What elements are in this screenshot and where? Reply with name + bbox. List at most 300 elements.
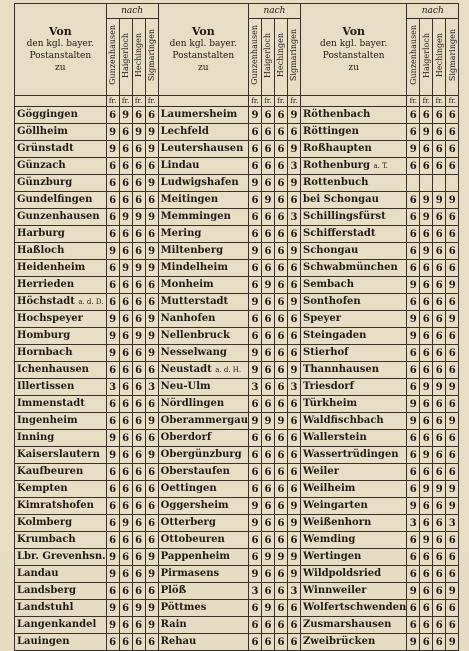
destination-label: Sigmaringen [147, 28, 157, 82]
rate-cell: 6 [274, 617, 287, 634]
place-name-text: Winnweiler [302, 585, 367, 596]
origin-column-header [158, 4, 248, 96]
rate-cell: 9 [145, 311, 158, 328]
place-name-text: Rothenburg [302, 160, 370, 171]
rate-cell: 6 [261, 362, 274, 379]
rate-cell: 6 [446, 141, 459, 158]
rate-cell: 6 [274, 481, 287, 498]
place-name-text: Schillingsfürst [302, 211, 386, 222]
destination-header [420, 19, 433, 96]
rate-cell: 6 [433, 566, 446, 583]
table-row [15, 294, 459, 311]
place-name-text: Neustadt [160, 364, 212, 375]
rate-cell: 6 [145, 634, 158, 651]
header-von-line2: Postanstalten [29, 50, 92, 61]
rate-cell: 6 [248, 226, 261, 243]
rate-cell: 9 [106, 549, 119, 566]
rate-cell: 6 [446, 158, 459, 175]
rate-cell: 9 [145, 141, 158, 158]
rate-cell: 9 [119, 515, 132, 532]
rate-cell: 6 [446, 294, 459, 311]
place-name-text: Höchstadt [17, 296, 75, 307]
rate-cell: 6 [433, 498, 446, 515]
rate-cell: 6 [433, 328, 446, 345]
place-name-text: Gundelfingen [17, 194, 93, 205]
rate-cell: 9 [106, 124, 119, 141]
rate-cell: 9 [106, 430, 119, 447]
rate-cell: 9 [106, 566, 119, 583]
table-row [15, 277, 459, 294]
rate-cell: 9 [248, 175, 261, 192]
place-name-text: Kaiserslautern [17, 449, 100, 460]
header-nach: nach [248, 4, 300, 19]
place-name [158, 345, 248, 362]
rate-cell: 6 [407, 481, 420, 498]
rate-cell: 9 [132, 600, 145, 617]
rate-cell: 6 [407, 532, 420, 549]
rate-cell: 6 [132, 345, 145, 362]
unit-blank [300, 96, 406, 107]
rate-cell: 9 [420, 481, 433, 498]
rate-cell: 6 [274, 464, 287, 481]
destination-label: Gunzenhausen [250, 25, 260, 85]
table-row [15, 379, 459, 396]
table-row [15, 260, 459, 277]
rate-cell: 6 [287, 124, 300, 141]
rate-cell: 6 [274, 277, 287, 294]
unit-label: fr. [407, 96, 420, 107]
table-row [15, 600, 459, 617]
rate-cell: 6 [433, 600, 446, 617]
place-name-text: Herrieden [17, 279, 75, 290]
rate-cell: 6 [287, 600, 300, 617]
rate-cell: 6 [119, 549, 132, 566]
rate-cell: 6 [433, 464, 446, 481]
rate-cell: 6 [433, 583, 446, 600]
rate-cell: 6 [132, 362, 145, 379]
rate-cell: 6 [274, 226, 287, 243]
rate-cell: 9 [106, 345, 119, 362]
rate-cell: 9 [248, 107, 261, 124]
place-name-text: Wemding [302, 534, 356, 545]
rate-cell: 6 [119, 192, 132, 209]
rate-cell: 6 [261, 464, 274, 481]
rate-cell: 6 [119, 447, 132, 464]
rate-cell: 6 [106, 277, 119, 294]
place-name-text: Laumersheim [160, 109, 238, 120]
rate-cell: 6 [248, 464, 261, 481]
table-row [15, 209, 459, 226]
place-name-text: Göggingen [17, 109, 78, 120]
rate-cell: 6 [145, 498, 158, 515]
rate-cell: 6 [446, 107, 459, 124]
place-name [158, 124, 248, 141]
place-name-text: Lindau [160, 160, 200, 171]
header-von-mid: den kgl. bayer. [169, 38, 237, 49]
rate-cell: 6 [274, 566, 287, 583]
unit-label: fr. [119, 96, 132, 107]
rate-cell: 9 [132, 260, 145, 277]
rate-cell: 6 [106, 396, 119, 413]
place-name [158, 209, 248, 226]
place-name [300, 549, 406, 566]
rate-cell: 6 [261, 379, 274, 396]
rate-cell: 9 [248, 362, 261, 379]
rate-cell: 6 [407, 600, 420, 617]
place-name [158, 532, 248, 549]
rate-cell: 6 [119, 277, 132, 294]
rate-cell: 9 [446, 413, 459, 430]
destination-header [145, 19, 158, 96]
rate-cell: 6 [119, 413, 132, 430]
destination-label: Haigerloch [263, 32, 273, 78]
place-name [15, 532, 107, 549]
destination-header [261, 19, 274, 96]
rate-cell: 6 [248, 328, 261, 345]
rate-cell: 6 [433, 243, 446, 260]
place-name [158, 294, 248, 311]
rate-cell: 6 [274, 396, 287, 413]
rate-cell: 9 [274, 549, 287, 566]
rate-cell: 6 [420, 634, 433, 651]
rate-cell: 6 [446, 396, 459, 413]
postage-rate-table [14, 3, 459, 651]
rate-cell: 6 [248, 277, 261, 294]
rate-cell: 3 [287, 379, 300, 396]
rate-cell: 9 [145, 413, 158, 430]
rate-cell: 6 [248, 532, 261, 549]
rate-cell: 6 [274, 260, 287, 277]
place-name [300, 481, 406, 498]
rate-cell: 6 [145, 464, 158, 481]
unit-label: fr. [248, 96, 261, 107]
place-name [15, 311, 107, 328]
place-name-text: Pirmasens [160, 568, 220, 579]
rate-cell: 6 [248, 209, 261, 226]
rate-cell: 6 [119, 396, 132, 413]
table-row [15, 124, 459, 141]
rate-cell: 9 [132, 124, 145, 141]
place-name [300, 617, 406, 634]
rate-cell: 6 [145, 583, 158, 600]
place-name [158, 549, 248, 566]
rate-cell: 6 [132, 413, 145, 430]
rate-cell: 6 [106, 226, 119, 243]
rate-cell: 6 [119, 600, 132, 617]
table-row [15, 158, 459, 175]
rate-cell: 6 [248, 549, 261, 566]
place-name [300, 294, 406, 311]
rate-cell: 9 [287, 107, 300, 124]
rate-cell [433, 175, 446, 192]
place-name-text: Oberammergau [160, 415, 248, 426]
rate-cell: 6 [407, 430, 420, 447]
rate-cell: 6 [287, 277, 300, 294]
rate-cell: 6 [274, 107, 287, 124]
rate-cell: 6 [145, 362, 158, 379]
place-name-text: Landau [17, 568, 59, 579]
rate-cell: 6 [407, 158, 420, 175]
rate-cell: 6 [132, 498, 145, 515]
rate-cell: 6 [132, 107, 145, 124]
place-name [300, 498, 406, 515]
rate-cell: 9 [407, 396, 420, 413]
place-name [158, 226, 248, 243]
rate-cell: 6 [261, 617, 274, 634]
rate-cell: 6 [274, 311, 287, 328]
place-name [300, 124, 406, 141]
rate-cell: 6 [261, 141, 274, 158]
rate-cell: 6 [248, 311, 261, 328]
rate-cell: 9 [248, 566, 261, 583]
rate-cell: 6 [119, 158, 132, 175]
rate-cell: 6 [420, 294, 433, 311]
rate-cell: 6 [119, 481, 132, 498]
place-name [300, 192, 406, 209]
rate-cell: 9 [261, 413, 274, 430]
destination-label: Sigmaringen [289, 28, 299, 82]
rate-cell: 6 [420, 515, 433, 532]
rate-cell: 6 [106, 464, 119, 481]
place-name [300, 634, 406, 651]
rate-cell: 6 [433, 260, 446, 277]
rate-cell: 6 [446, 430, 459, 447]
rate-cell: 9 [420, 447, 433, 464]
place-name [15, 260, 107, 277]
place-name-text: Sembach [302, 279, 354, 290]
place-name-text: Inning [17, 432, 55, 443]
rate-cell: 6 [261, 532, 274, 549]
rate-cell: 6 [274, 158, 287, 175]
destination-label: Hechingen [276, 32, 286, 78]
place-name-text: Wassertrüdingen [302, 449, 399, 460]
rate-cell: 9 [446, 379, 459, 396]
place-name-text: Mindelheim [160, 262, 228, 273]
rate-cell: 6 [407, 260, 420, 277]
rate-cell: 6 [420, 498, 433, 515]
place-name [15, 192, 107, 209]
table-row [15, 311, 459, 328]
rate-cell: 6 [261, 481, 274, 498]
destination-label: Sigmaringen [447, 28, 457, 82]
rate-cell: 6 [106, 583, 119, 600]
rate-cell: 6 [433, 515, 446, 532]
place-name-text: Rain [160, 619, 187, 630]
place-name [15, 549, 107, 566]
rate-cell: 6 [274, 430, 287, 447]
place-name [15, 345, 107, 362]
place-name [15, 515, 107, 532]
rate-cell: 6 [274, 294, 287, 311]
rate-cell: 6 [274, 243, 287, 260]
place-name-text: Heidenheim [17, 262, 86, 273]
place-name [158, 379, 248, 396]
rate-cell: 6 [119, 583, 132, 600]
place-name [300, 345, 406, 362]
rate-cell: 6 [132, 634, 145, 651]
rate-cell: 6 [261, 175, 274, 192]
rate-cell: 6 [145, 226, 158, 243]
place-name-text: Pöttmes [160, 602, 207, 613]
rate-cell: 6 [446, 226, 459, 243]
rate-cell: 9 [407, 141, 420, 158]
place-name-suffix: a. d. D. [78, 298, 104, 306]
rate-cell: 6 [132, 464, 145, 481]
place-name [15, 379, 107, 396]
rate-cell: 6 [132, 532, 145, 549]
place-name-text: Haßloch [17, 245, 65, 256]
rate-cell: 6 [119, 362, 132, 379]
place-name [15, 243, 107, 260]
rate-cell: 6 [248, 124, 261, 141]
rate-cell: 9 [145, 549, 158, 566]
rate-cell: 9 [446, 498, 459, 515]
rate-cell: 9 [287, 294, 300, 311]
rate-cell: 6 [132, 566, 145, 583]
destination-label: Haigerloch [421, 32, 431, 78]
place-name-text: Harburg [17, 228, 65, 239]
rate-cell: 6 [433, 141, 446, 158]
place-name [158, 413, 248, 430]
rate-cell: 6 [446, 362, 459, 379]
rate-cell: 6 [145, 515, 158, 532]
place-name [15, 464, 107, 481]
rate-cell: 9 [145, 345, 158, 362]
place-name-text: Nördlingen [160, 398, 225, 409]
place-name [300, 158, 406, 175]
place-name [158, 498, 248, 515]
place-name-text: Roßhaupten [302, 143, 372, 154]
rate-cell: 6 [132, 481, 145, 498]
rate-cell: 6 [446, 345, 459, 362]
table-row [15, 481, 459, 498]
rate-cell: 6 [420, 464, 433, 481]
place-name-text: Memmingen [160, 211, 231, 222]
place-name [158, 158, 248, 175]
rate-cell: 6 [274, 532, 287, 549]
place-name-text: Sonthofen [302, 296, 361, 307]
rate-cell: 6 [261, 430, 274, 447]
rate-cell: 6 [433, 447, 446, 464]
place-name-text: Rottenbuch [302, 177, 369, 188]
place-name [300, 515, 406, 532]
rate-cell: 6 [446, 617, 459, 634]
destination-label: Gunzenhausen [108, 25, 118, 85]
rate-cell: 6 [248, 158, 261, 175]
rate-cell: 6 [287, 226, 300, 243]
rate-cell: 6 [248, 634, 261, 651]
place-name [158, 328, 248, 345]
rate-cell: 6 [119, 226, 132, 243]
place-name [15, 124, 107, 141]
place-name [15, 413, 107, 430]
rate-cell: 6 [106, 362, 119, 379]
rate-cell: 9 [407, 498, 420, 515]
rate-cell: 6 [287, 396, 300, 413]
place-name-text: Wallerstein [302, 432, 367, 443]
rate-cell: 6 [106, 175, 119, 192]
unit-label: fr. [261, 96, 274, 107]
place-name [158, 634, 248, 651]
rate-cell: 6 [119, 566, 132, 583]
place-name-text: Mutterstadt [160, 296, 229, 307]
rate-cell: 6 [446, 209, 459, 226]
rate-cell: 3 [446, 515, 459, 532]
rate-cell: 6 [433, 277, 446, 294]
rate-cell: 6 [287, 345, 300, 362]
rate-cell: 6 [119, 532, 132, 549]
rate-cell: 3 [287, 158, 300, 175]
place-name [300, 362, 406, 379]
place-name-text: Ludwigshafen [160, 177, 239, 188]
rate-cell: 9 [145, 209, 158, 226]
place-name [15, 328, 107, 345]
rate-cell: 6 [407, 209, 420, 226]
place-name-text: Weilheim [302, 483, 356, 494]
rate-cell: 6 [433, 532, 446, 549]
place-name [15, 583, 107, 600]
rate-cell: 6 [132, 583, 145, 600]
destination-header [433, 19, 446, 96]
rate-cell: 9 [248, 515, 261, 532]
rate-cell: 9 [287, 515, 300, 532]
place-name [300, 600, 406, 617]
destination-header [106, 19, 119, 96]
place-name-text: Kolmberg [17, 517, 73, 528]
rate-cell: 9 [145, 447, 158, 464]
place-name [15, 362, 107, 379]
rate-cell: 6 [274, 600, 287, 617]
rate-cell: 9 [433, 481, 446, 498]
place-name-text: Monheim [160, 279, 214, 290]
rate-cell: 6 [287, 260, 300, 277]
place-name-text: Rehau [160, 636, 197, 647]
rate-cell: 6 [274, 141, 287, 158]
rate-cell: 9 [420, 124, 433, 141]
rate-cell: 6 [287, 634, 300, 651]
rate-cell: 9 [145, 600, 158, 617]
rate-cell: 6 [420, 396, 433, 413]
rate-cell: 9 [407, 311, 420, 328]
place-name [15, 447, 107, 464]
place-name-text: Waldfischbach [302, 415, 384, 426]
place-name-text: Hochspeyer [17, 313, 83, 324]
rate-cell: 6 [106, 260, 119, 277]
rate-cell: 3 [407, 515, 420, 532]
rate-cell: 9 [287, 175, 300, 192]
rate-cell: 6 [274, 583, 287, 600]
place-name [158, 362, 248, 379]
rate-cell: 6 [106, 532, 119, 549]
rate-cell: 6 [261, 107, 274, 124]
rate-cell: 9 [106, 141, 119, 158]
rate-cell: 6 [248, 481, 261, 498]
place-name-text: Lauingen [17, 636, 70, 647]
place-name [300, 277, 406, 294]
rate-cell: 6 [420, 430, 433, 447]
table-row [15, 175, 459, 192]
rate-cell: 6 [274, 192, 287, 209]
table-row [15, 243, 459, 260]
place-name [158, 430, 248, 447]
rate-cell: 6 [420, 413, 433, 430]
rate-cell: 9 [145, 124, 158, 141]
rate-cell: 6 [407, 226, 420, 243]
rate-cell: 6 [248, 141, 261, 158]
rate-cell: 6 [132, 226, 145, 243]
rate-cell: 6 [119, 141, 132, 158]
rate-cell: 9 [446, 311, 459, 328]
